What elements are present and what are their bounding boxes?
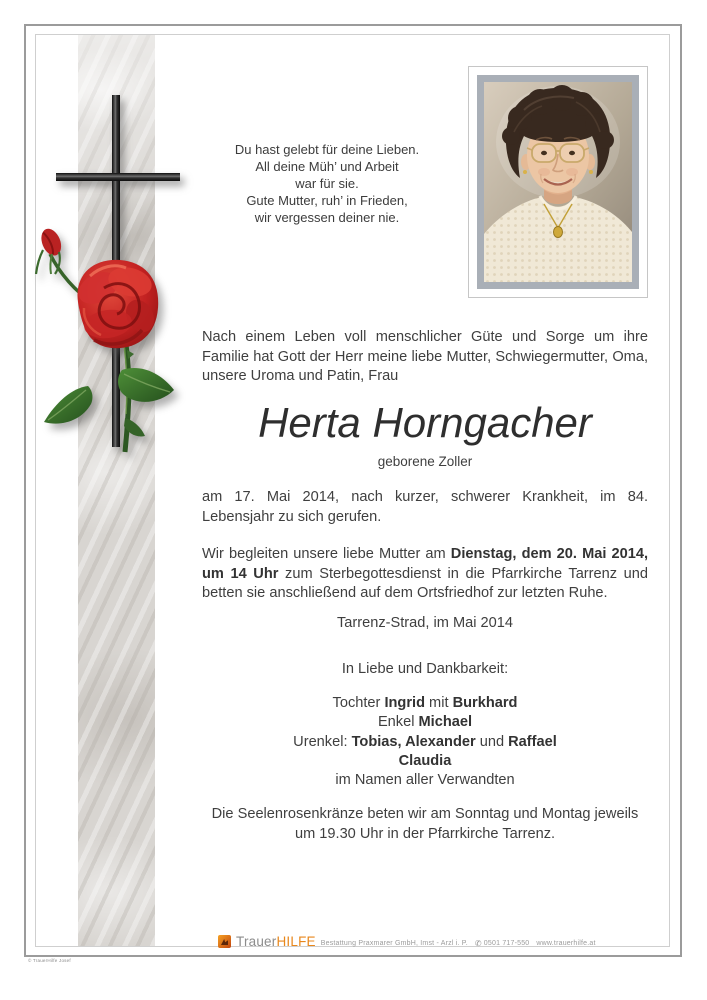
rose-icon <box>28 222 178 454</box>
phone-entry <box>475 939 530 948</box>
phone-number: 0501 717-550 <box>483 939 530 947</box>
footer <box>218 934 596 949</box>
brand-text: TrauerHILFE <box>236 934 316 949</box>
poem-line: war für sie. <box>295 176 359 191</box>
family-line: Claudia <box>398 752 452 769</box>
funeral-paragraph <box>202 545 648 604</box>
poem-line: Du hast gelebt für deine Lieben. <box>234 142 420 157</box>
textured-side-band <box>78 35 155 946</box>
intro-paragraph: Nach einem Leben voll menschlicher Güte und Sorge um ihre Familie hat Gott der Herr meine liebe Mutter, Schwiegermutter, Oma, unsere Uroma und Patin, Frau <box>202 329 648 385</box>
funeral-text: zum Sterbegottesdienst in die Pfarrkirche Tarrenz und betten sie anschließend auf dem Ortsfriedhof zur letzten Ruhe. <box>202 565 649 602</box>
family-list <box>202 694 648 790</box>
portrait-photo-frame <box>468 66 648 298</box>
funeral-date-bold: Dienstag, dem 20. Mai 2014, um 14 Uhr <box>202 546 649 582</box>
portrait-photo <box>477 75 639 289</box>
trauerhilfe-logo-icon <box>218 935 231 948</box>
maiden-name: geborene Zoller <box>377 454 473 469</box>
poem-line: All deine Müh’ und Arbeit <box>255 159 399 174</box>
rosary-paragraph: Die Seelenrosenkränze beten wir am Sonntag und Montag jeweils um 19.30 Uhr in der Pfarrkirche Tarrenz. <box>211 806 639 842</box>
footer-details <box>321 936 596 948</box>
family-line: Enkel Michael <box>377 714 473 731</box>
family-line: Urenkel: Tobias, Alexander und Raffael <box>293 733 557 750</box>
company-text: Bestattung Praxmarer GmbH, Imst - Arzl i. P. <box>320 939 468 947</box>
phone-icon: ✆ <box>474 938 482 948</box>
death-paragraph: am 17. Mai 2014, nach kurzer, schwerer Krankheit, im 84. Lebensjahr zu sich gerufen. <box>202 489 648 525</box>
copyright-credit: © TrauerHilfe Josef <box>28 959 71 964</box>
family-line: Tochter Ingrid mit Burkhard <box>332 695 518 711</box>
website-text: www.trauerhilfe.at <box>536 939 596 947</box>
memorial-poem <box>202 141 452 226</box>
poem-line: wir vergessen deiner nie. <box>254 210 400 225</box>
deceased-name: Herta Horngacher <box>258 399 592 446</box>
funeral-text: Wir begleiten unsere liebe Mutter am <box>202 546 451 562</box>
family-line: im Namen aller Verwandten <box>335 772 515 789</box>
place-date-line: Tarrenz-Strad, im Mai 2014 <box>336 615 513 631</box>
gratitude-line: In Liebe und Dankbarkeit: <box>341 661 509 677</box>
poem-line: Gute Mutter, ruh’ in Frieden, <box>246 193 408 208</box>
